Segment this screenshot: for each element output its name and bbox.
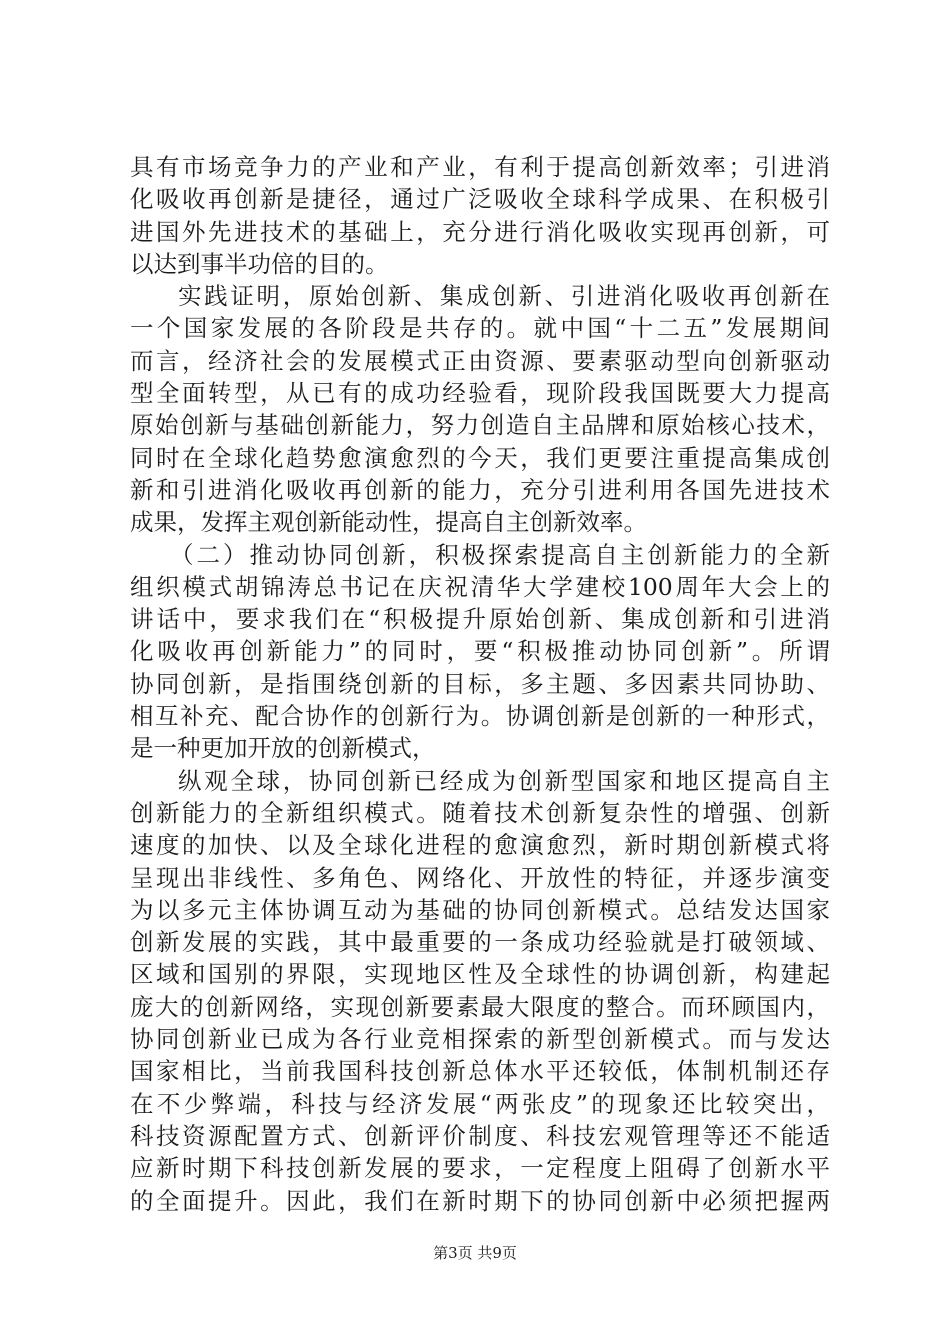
text-line: 应新时期下科技创新发展的要求，一定程度上阻碍了创新水平 bbox=[130, 1154, 830, 1183]
text-line: 讲话中，要求我们在“积极提升原始创新、集成创新和引进消 bbox=[130, 605, 830, 634]
text-line: 实践证明，原始创新、集成创新、引进消化吸收再创新在 bbox=[178, 282, 830, 311]
text-line: 创新能力的全新组织模式。随着技术创新复杂性的增强、创新 bbox=[130, 798, 830, 827]
text-line: 速度的加快、以及全球化进程的愈演愈烈，新时期创新模式将 bbox=[130, 831, 830, 860]
text-line: 为以多元主体协调互动为基础的协同创新模式。总结发达国家 bbox=[130, 895, 830, 924]
text-line: 庞大的创新网络，实现创新要素最大限度的整合。而环顾国内， bbox=[130, 992, 830, 1021]
text-line: 进国外先进技术的基础上，充分进行消化吸收实现再创新，可 bbox=[130, 217, 830, 246]
text-line: 同时在全球化趋势愈演愈烈的今天，我们更要注重提高集成创 bbox=[130, 443, 830, 472]
text-line: 协同创新，是指围绕创新的目标，多主题、多因素共同协助、 bbox=[130, 669, 830, 698]
section-heading-line: （二）推动协同创新，积极探索提高自主创新能力的全新 bbox=[170, 540, 830, 569]
text-line: 相互补充、配合协作的创新行为。协调创新是创新的一种形式， bbox=[130, 702, 830, 731]
text-line: 科技资源配置方式、创新评价制度、科技宏观管理等还不能适 bbox=[130, 1121, 830, 1150]
text-line: 的全面提升。因此，我们在新时期下的协同创新中必须把握两 bbox=[130, 1186, 830, 1215]
text-line: 区域和国别的界限，实现地区性及全球性的协调创新，构建起 bbox=[130, 960, 830, 989]
text-line: 新和引进消化吸收再创新的能力，充分引进利用各国先进技术 bbox=[130, 475, 830, 504]
text-line: 而言，经济社会的发展模式正由资源、要素驱动型向创新驱动 bbox=[130, 346, 830, 375]
text-line: 具有市场竞争力的产业和产业，有利于提高创新效率；引进消 bbox=[130, 153, 830, 181]
text-line: 纵观全球，协同创新已经成为创新型国家和地区提高自主 bbox=[178, 766, 830, 795]
text-line: 在不少弊端，科技与经济发展“两张皮”的现象还比较突出， bbox=[130, 1089, 830, 1118]
text-line: 协同创新业已成为各行业竞相探索的新型创新模式。而与发达 bbox=[130, 1025, 830, 1054]
text-line: 化吸收再创新是捷径，通过广泛吸收全球科学成果、在积极引 bbox=[130, 185, 830, 214]
text-line: 是一种更加开放的创新模式， bbox=[130, 734, 436, 763]
text-line: 创新发展的实践，其中最重要的一条成功经验就是打破领域、 bbox=[130, 928, 830, 957]
text-line: 原始创新与基础创新能力，努力创造自主品牌和原始核心技术， bbox=[130, 411, 830, 440]
text-line: 国家相比，当前我国科技创新总体水平还较低，体制机制还存 bbox=[130, 1057, 830, 1086]
text-line: 组织模式胡锦涛总书记在庆祝清华大学建校100周年大会上的 bbox=[130, 572, 830, 601]
text-line: 以达到事半功倍的目的。 bbox=[130, 249, 389, 278]
text-line: 一个国家发展的各阶段是共存的。就中国“十二五”发展期间 bbox=[130, 314, 830, 343]
text-line: 成果，发挥主观创新能动性，提高自主创新效率。 bbox=[130, 508, 647, 537]
text-line: 化吸收再创新能力”的同时，要“积极推动协同创新”。所谓 bbox=[130, 637, 830, 666]
text-line: 呈现出非线性、多角色、网络化、开放性的特征，并逐步演变 bbox=[130, 863, 830, 892]
page-number-footer: 第3页 共9页 bbox=[433, 1244, 517, 1262]
text-line: 型全面转型，从已有的成功经验看，现阶段我国既要大力提高 bbox=[130, 379, 830, 408]
body-text bbox=[130, 151, 830, 1217]
